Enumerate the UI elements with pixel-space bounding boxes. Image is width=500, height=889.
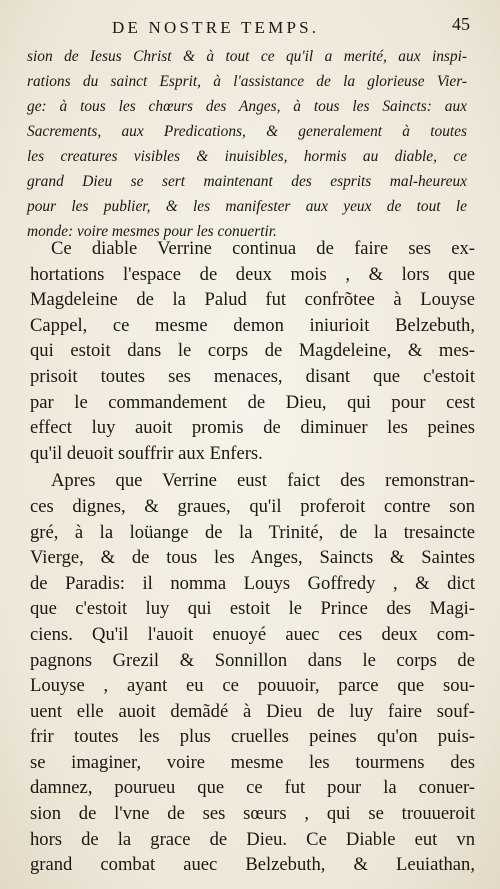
text-line: les creatures visibles & inuisibles, hormis au diable, ce [27, 148, 467, 165]
text-line: prisoit toutes ses menaces, disant que c'estoit [30, 365, 475, 387]
text-line: par le commandement de Dieu, qui pour cest [30, 391, 475, 413]
page-number: 45 [452, 14, 470, 34]
text-line: hors de la grace de Dieu. Ce Diable eut vn [30, 828, 475, 850]
text-line: monde: voire mesmes pour les conuertir. [27, 223, 277, 240]
text-line: damnez, pourueu que ce fut pour la conuer- [30, 777, 475, 799]
text-line: pagnons Grezil & Sonnillon dans le corps de [30, 649, 475, 671]
text-line: grand combat auec Belzebuth, & Leuiathan, [30, 854, 475, 876]
text-line: Magdeleine de la Palud fut confrõtee à Louyse [30, 289, 475, 311]
text-line: Apres que Verrine eust faict des remonstran- [51, 470, 475, 492]
text-line: Sacrements, aux Predications, & generalement à toutes [27, 123, 467, 140]
text-line: frir toutes les plus cruelles peines qu'on puis- [30, 726, 475, 748]
text-line: Ce diable Verrine continua de faire ses ex- [51, 238, 475, 259]
text-line: qu'il deuoit souffrir aux Enfers. [30, 442, 263, 464]
text-line: qui estoit dans le corps de Magdeleine, & mes- [30, 340, 475, 362]
text-line: hortations l'espace de deux mois , & lors que [30, 263, 475, 285]
text-line: Louyse , ayant eu ce pouuoir, parce que sou- [30, 675, 475, 697]
text-line: que c'estoit luy qui estoit le Prince des Magi- [30, 598, 475, 620]
text-line: sion de Iesus Christ & à tout ce qu'il a merité, aux inspi- [27, 48, 467, 65]
paragraph [30, 236, 475, 466]
text-line: de Paradis: il nomma Louys Goffredy , & dict [30, 572, 475, 594]
text-line: ces dignes, & graues, qu'il proferoit contre son [30, 495, 475, 517]
paragraph [30, 468, 475, 878]
text-line: pour les publier, & les manifester aux yeux de tout le [27, 198, 467, 215]
text-line: ciens. Qu'il l'auoit enuoyé auec ces deux com- [30, 623, 475, 645]
text-line: uent elle auoit demãdé à Dieu de luy faire souf- [30, 700, 475, 722]
italic-passage [27, 44, 467, 244]
text-line: effect luy auoit promis de diminuer les peines [30, 417, 475, 439]
body-text [30, 236, 475, 878]
text-line: se imaginer, voire mesme les tourmens des [30, 751, 475, 773]
text-line: ge: à tous les chœurs des Anges, à tous les Saincts: aux [27, 98, 467, 115]
text-line: rations du sainct Esprit, à l'assistance de la glorieuse Vier- [27, 73, 467, 90]
running-head: DE NOSTRE TEMPS. [112, 18, 320, 37]
text-line: gré, à la loüange de la Trinité, de la tresaincte [30, 521, 475, 543]
text-line: Vierge, & de tous les Anges, Saincts & Saintes [30, 547, 475, 569]
text-line: Cappel, ce mesme demon iniurioit Belzebuth, [30, 314, 475, 336]
page-header [0, 14, 500, 40]
text-line: grand Dieu se sert maintenant des esprits mal-heureux [27, 173, 467, 190]
text-line: sion de l'vne de ses sœurs , qui se trouueroit [30, 803, 475, 825]
